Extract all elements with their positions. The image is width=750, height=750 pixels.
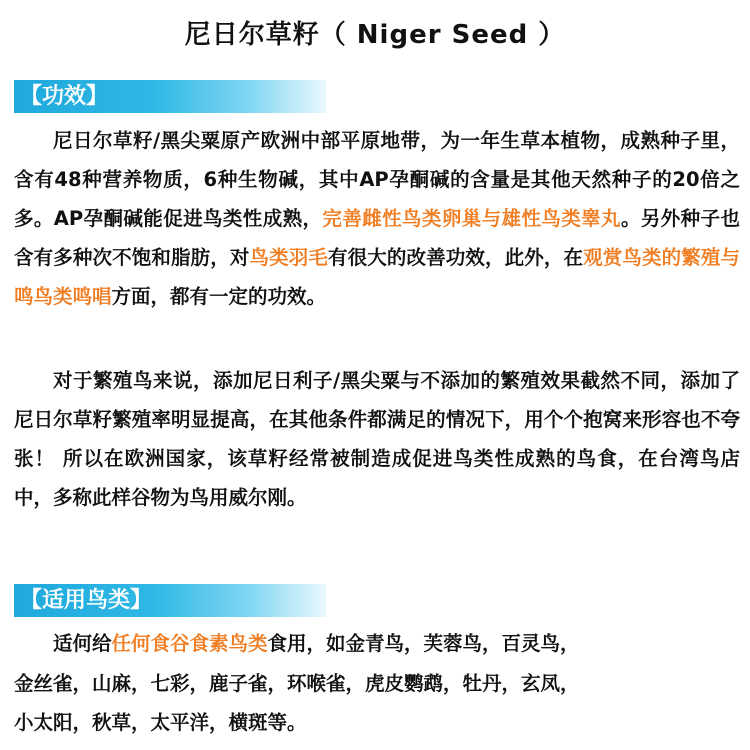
highlight-text: 鸟类羽毛 bbox=[249, 246, 328, 269]
birds-highlight: 任何食谷食素鸟类 bbox=[111, 632, 268, 655]
body-text: 。另外种子也含有多种次不饱和脂肪，对 bbox=[14, 207, 740, 269]
body-text: 尼日尔草籽/黑尖粟原产欧洲中部平原地带，为一年生草本植物，成熟种子里，含有48种营养物质，6种生物碱，其中AP孕酮碱的含量是其他天然种子的20倍之多。AP孕酮碱能促进鸟类性成熟， bbox=[14, 129, 740, 230]
section-header-efficacy: 【功效】 bbox=[14, 80, 326, 113]
body-text: 有很大的改善功效，此外，在 bbox=[327, 246, 584, 269]
birds-paragraph-line-3: 小太阳，秋草，太平洋，横斑等。 bbox=[14, 711, 307, 734]
section-header-birds: 【适用鸟类】 bbox=[14, 584, 326, 617]
birds-text-after: 食用，如金青鸟，芙蓉鸟，百灵鸟， bbox=[267, 632, 580, 655]
highlight-text: 完善雌性鸟类卵巢与雄性鸟类睾丸 bbox=[322, 207, 621, 230]
body-text: 方面，都有一定的功效。 bbox=[111, 285, 327, 308]
birds-text-before: 适何给 bbox=[53, 632, 112, 655]
efficacy-paragraph-1 bbox=[14, 121, 740, 316]
highlight-text: 观赏鸟类的繁殖与鸣鸟类鸣唱 bbox=[14, 246, 740, 308]
birds-paragraph-line-1 bbox=[14, 624, 740, 663]
page-title: 尼日尔草籽（ Niger Seed ） bbox=[184, 20, 566, 50]
birds-paragraph-line-2: 金丝雀，山麻，七彩，鹿子雀，环喉雀，虎皮鹦鹉，牡丹，玄凤， bbox=[14, 672, 580, 695]
efficacy-paragraph-2: 对于繁殖鸟来说，添加尼日利子/黑尖粟与不添加的繁殖效果截然不同，添加了尼日尔草籽繁殖率明显提高，在其他条件都满足的情况下，用个个抱窝来形容也不夸张！ 所以在欧洲国家，该草籽经常被制造成促进鸟类性成熟的鸟食，在台湾鸟店中，多称此样谷物为鸟用威尔刚。 bbox=[14, 369, 740, 509]
